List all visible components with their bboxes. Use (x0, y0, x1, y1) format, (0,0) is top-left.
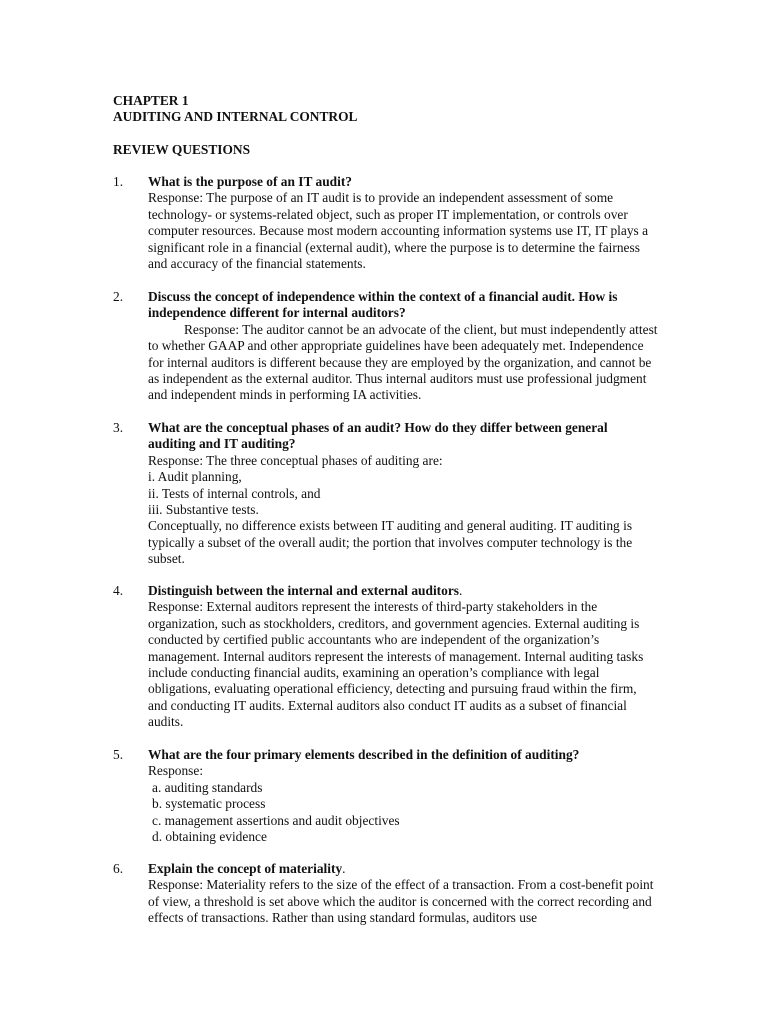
question-title-line (148, 583, 658, 599)
list-item: c. management assertions and audit objectives (152, 812, 400, 828)
response-text: Response: Materiality refers to the size of the effect of a transaction. From a cost-benefit point of view, a threshold is set above which the auditor is concerned with the correct recording and effects of transactions. Rather than using standard formulas, auditors use (148, 877, 654, 926)
question-text: What are the conceptual phases of an audit? How do they differ between general auditing and IT auditing? (148, 420, 608, 452)
question-text: Explain the concept of materiality (148, 861, 343, 876)
question-1 (113, 174, 658, 272)
question-number: 4. (113, 583, 124, 598)
question-2 (113, 289, 658, 404)
question-number: 2. (113, 289, 124, 304)
response-text: Conceptually, no difference exists between IT auditing and general auditing. IT auditing is typically a subset of the overall audit; the portion that involves computer technology is the subset. (148, 518, 633, 567)
question-text: What are the four primary elements described in the definition of auditing? (148, 747, 580, 762)
question-text: Discuss the concept of independence within the context of a financial audit. How is independence different for internal auditors? (148, 289, 618, 321)
question-number: 5. (113, 747, 124, 762)
question-punctuation: . (458, 583, 463, 598)
question-text: Distinguish between the internal and external auditors (148, 583, 459, 598)
question-text: What is the purpose of an IT audit? (148, 174, 353, 189)
question-5 (113, 747, 658, 845)
question-punctuation: . (342, 861, 346, 876)
section-title: REVIEW QUESTIONS (113, 142, 251, 157)
question-6 (113, 861, 658, 927)
question-number: 6. (113, 861, 124, 876)
list-item: d. obtaining evidence (152, 829, 267, 845)
chapter-title: AUDITING AND INTERNAL CONTROL (113, 109, 358, 124)
chapter-number: CHAPTER 1 (113, 93, 189, 108)
response-text: Response: The purpose of an IT audit is to provide an independent assessment of some technology- or systems-related object, such as proper IT implementation, or controls over computer resources. Because most modern accounting information systems use IT, IT plays a significant role in a financial (external audit), where the purpose is to determine the fairness and accuracy of the financial statements. (148, 190, 649, 272)
question-4 (113, 583, 658, 731)
question-title-line (148, 861, 658, 877)
response-text: Response: External auditors represent the interests of third-party stakeholders in the organization, such as stockholders, creditors, and government agencies. External auditing is conducted by certified public accountants who are independent of the organization’s management. Internal auditors represent the interests of management. Internal auditing tasks include conducting financial audits, examining an operation’s compliance with legal obligations, evaluating operational efficiency, detecting and pursuing fraud within the firm, and conducting IT audits. External auditors also conduct IT audits as a subset of financial audits. (148, 599, 644, 730)
response-text: Response: The auditor cannot be an advocate of the client, but must independently attest to whether GAAP and other appropriate guidelines have been adequately met. Independence for internal auditors is different because they are employed by the organization, and cannot be as independent as the external auditor. Thus internal auditors must use professional judgment and independent minds in performing IA activities. (148, 321, 658, 403)
list-item: ii. Tests of internal controls, and (148, 485, 321, 501)
response-intro: Response: The three conceptual phases of auditing are: (148, 452, 443, 468)
list-item: i. Audit planning, (148, 469, 242, 485)
response-intro: Response: (148, 763, 204, 779)
question-number: 3. (113, 420, 124, 435)
list-item: iii. Substantive tests. (148, 502, 259, 518)
question-3 (113, 420, 658, 568)
list-item: a. auditing standards (152, 779, 263, 795)
question-number: 1. (113, 174, 124, 189)
list-item: b. systematic process (152, 796, 266, 812)
